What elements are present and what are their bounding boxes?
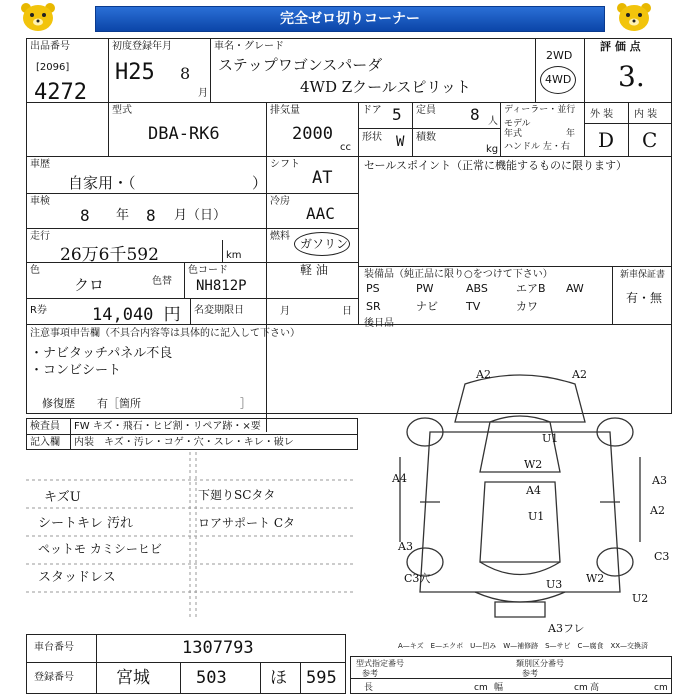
color-code: NH812P [196, 278, 247, 294]
memo-left-1: キズU [44, 490, 81, 505]
load-unit: kg [486, 144, 499, 155]
checker-row2-label: 記入欄 [30, 437, 60, 448]
class-number-ref: 参考 [522, 669, 538, 678]
damage-mark: C3穴 [404, 572, 431, 585]
fuel-diesel: 軽 油 [300, 263, 328, 277]
grade-value: 3. [618, 60, 645, 93]
equipment-item: AW [566, 282, 584, 295]
checker-row2-prefix: 内装 [74, 437, 94, 448]
mileage-unit: km [226, 250, 242, 261]
equipment-item: PW [416, 282, 434, 295]
registration-era: H25 [115, 60, 155, 85]
damage-mark: A2 [572, 368, 587, 381]
repair-history: 修復歴 有［箇所 ］ [42, 397, 251, 410]
fuel-gasoline: ガソリン [300, 237, 349, 251]
color-code-label: 色コード [188, 265, 228, 276]
plate-kana: ほ [270, 668, 287, 688]
equipment-item: カワ [516, 300, 538, 313]
type-designation-ref: 参考 [362, 669, 378, 678]
shape-value: W [396, 134, 405, 150]
name-change-month: 月 [280, 306, 290, 317]
equipment-row-2 [362, 298, 610, 316]
registration-month-unit: 月 [198, 88, 208, 99]
doors-value: 5 [392, 105, 402, 124]
year-label: 年式 [504, 129, 523, 139]
color-value: クロ [74, 276, 105, 294]
grade-label: 評 価 点 [600, 40, 641, 53]
plate-number: 503 [196, 668, 227, 688]
car-damage-diagram [370, 362, 680, 630]
car-name-line2: 4WD Zクールスピリット [300, 78, 471, 96]
sales-point-label: セールスポイント（正常に機能するものに限ります） [364, 159, 628, 172]
equipment-item: PS [366, 282, 380, 295]
mileage-label: 走行 [30, 231, 50, 242]
load-label: 積数 [416, 132, 436, 143]
exterior-value: D [598, 128, 615, 152]
capacity-value: 8 [470, 105, 480, 124]
capacity-label: 定員 [416, 105, 436, 116]
color-label: 色 [30, 265, 40, 276]
memo-left-2: シートキレ 汚れ [38, 516, 134, 531]
name-change-label: 名変期限日 [194, 305, 244, 316]
checker-row1: FW キズ・飛石・ヒビ割・リペア跡・×要 [74, 421, 261, 432]
aircon-label: 冷房 [270, 196, 290, 207]
equipment-label: 装備品（純正品に限り○をつけて下さい） [364, 269, 553, 280]
history-label: 車歴 [30, 159, 50, 170]
fuel-label: 燃料 [270, 231, 290, 242]
shift-value: AT [312, 168, 333, 188]
dim-width-label: 幅 [494, 683, 504, 693]
color-swap-label: 色替 [152, 276, 172, 287]
equipment-item: ナビ [416, 300, 438, 313]
drive-2wd-label: 2WD [546, 49, 573, 62]
handle-label: ハンドル 左・右 [504, 142, 570, 152]
dim-height-label: 高 [590, 683, 600, 693]
equipment-item: TV [466, 300, 481, 313]
model-value: DBA-RK6 [148, 124, 220, 144]
damage-mark: U2 [632, 592, 649, 605]
page-title: 完全ゼロ切りコーナー [95, 6, 605, 32]
chassis-number: 1307793 [182, 638, 254, 658]
plate-region: 宮城 [116, 668, 150, 688]
inspection-month-unit: 月（日） [174, 208, 227, 223]
plate-label: 登録番号 [34, 672, 74, 683]
report-item-2: ・コンビシート [30, 363, 122, 378]
dim-length-unit: cm [474, 683, 488, 693]
memo-right-1: 下廻りSCタタ [198, 488, 276, 502]
model-label: 型式 [112, 105, 132, 116]
report-label: 注意事項申告欄（不具合内容等は具体的に記入して下さい） [30, 328, 300, 339]
displacement-label: 排気量 [270, 105, 300, 116]
car-name-line1: ステップワゴンスパーダ [218, 56, 383, 74]
lot-number: 4272 [34, 80, 87, 105]
drive-value: 4WD [545, 73, 572, 86]
damage-mark: A4 [526, 484, 541, 497]
bear-mascot-icon [18, 0, 58, 34]
dim-width-unit: cm [574, 683, 588, 693]
inspection-year: 8 [80, 206, 90, 225]
shift-label: シフト [270, 159, 300, 170]
bear-mascot-icon [614, 0, 654, 34]
damage-mark: U3 [546, 578, 563, 591]
aircon-value: AAC [306, 204, 335, 223]
inspection-year-unit: 年 [116, 208, 130, 223]
car-name-label: 車名・グレード [214, 41, 284, 52]
doors-label: ドア [362, 105, 382, 116]
capacity-unit: 人 [488, 116, 498, 127]
damage-mark: C3 [654, 550, 670, 563]
displacement-unit: cc [340, 142, 351, 153]
chassis-label: 車台番号 [34, 642, 74, 653]
equipment-item: エアB [516, 282, 546, 295]
interior-label: 内 装 [634, 109, 658, 120]
type-designation-label: 型式指定番号 [356, 659, 404, 668]
shape-label: 形状 [362, 132, 382, 143]
name-change-day: 日 [342, 306, 352, 317]
memo-left-3: ペットモ カミシーヒビ [38, 542, 162, 556]
registration-month: 8 [180, 64, 191, 83]
inspection-month: 8 [146, 206, 156, 225]
history-close: ） [252, 174, 268, 192]
damage-mark: A3フレ [548, 622, 585, 635]
class-number-label: 類別区分番号 [516, 659, 564, 668]
equipment-row-1 [362, 280, 610, 298]
damage-mark: A2 [650, 504, 665, 517]
year-unit: 年 [566, 129, 576, 139]
checker-row1-label: 検査員 [30, 421, 60, 432]
warranty-value: 有・無 [626, 291, 663, 305]
recycle-label: R券 [30, 305, 47, 316]
equipment-item: SR [366, 300, 381, 313]
recycle-value: 14,040 円 [92, 305, 181, 325]
damage-mark: A3 [398, 540, 413, 553]
damage-mark: A3 [652, 474, 667, 487]
damage-mark: A4 [392, 472, 407, 485]
registration-label: 初度登録年月 [112, 41, 172, 52]
damage-mark: W2 [524, 458, 543, 471]
mileage-value: 26万6千592 [60, 245, 159, 265]
report-item-1: ・ナビタッチパネル不良 [30, 346, 173, 361]
displacement-value: 2000 [292, 124, 333, 144]
damage-mark: W2 [586, 572, 605, 585]
dealer-label: ディーラー・並行 [504, 105, 576, 115]
memo-right-2: ロアサポート Cタ [198, 516, 295, 530]
damage-mark: U1 [528, 510, 545, 523]
equipment-item: ABS [466, 282, 488, 295]
exterior-label: 外 装 [590, 109, 614, 120]
dim-height-unit: cm [654, 683, 668, 693]
memo-left-4: スタッドレス [38, 570, 116, 585]
memo-grid [26, 452, 366, 622]
damage-mark: A2 [476, 368, 491, 381]
damage-mark: U1 [542, 432, 559, 445]
lot-sub: [2096] [36, 62, 70, 73]
inspection-label: 車検 [30, 196, 50, 207]
checker-row2: キズ・汚レ・コゲ・穴・スレ・キレ・破レ [104, 437, 294, 448]
interior-value: C [642, 128, 658, 152]
notes-label: 後日品 [364, 318, 394, 329]
lot-label: 出品番号 [30, 41, 70, 52]
diagram-legend: A—キズ E—エクボ U—凹み W—補修跡 S—サビ C—腐食 XX—交換済 [398, 642, 649, 650]
dim-length-label: 長 [364, 683, 374, 693]
model-year-label: モデル [504, 119, 531, 129]
warranty-label: 新車保証書 [620, 270, 666, 280]
plate-serial: 595 [306, 668, 337, 688]
history-value: 自家用・（ [68, 174, 136, 192]
